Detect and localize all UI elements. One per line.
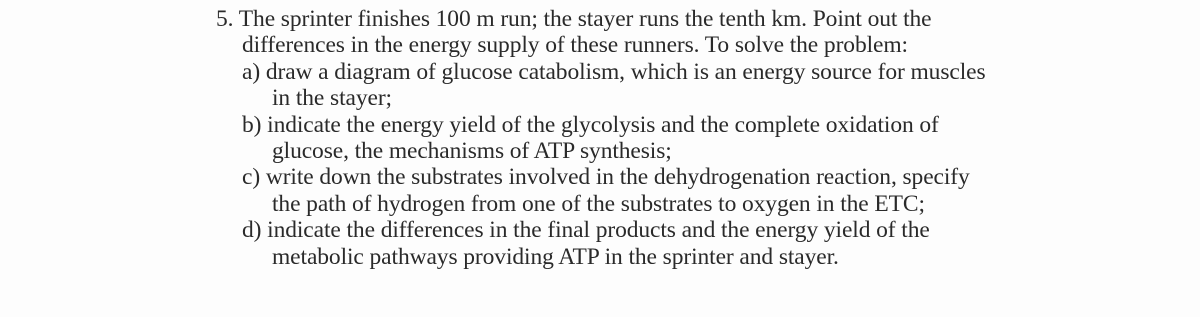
item-d-line-1: d) indicate the differences in the final products and the energy yield of the [242, 217, 930, 244]
item-a-line-1: a) draw a diagram of glucose catabolism, which is an energy source for muscles [242, 58, 986, 85]
item-b-line-1: b) indicate the energy yield of the glycolysis and the complete oxidation of [242, 111, 939, 138]
intro-line-2: differences in the energy supply of these runners. To solve the problem: [242, 32, 908, 59]
intro-line-1: 5. The sprinter finishes 100 m run; the stayer runs the tenth km. Point out the [216, 6, 932, 32]
item-c-line-2: the path of hydrogen from one of the substrates to oxygen in the ETC; [272, 190, 925, 217]
item-d-line-2: metabolic pathways providing ATP in the sprinter and stayer. [272, 243, 839, 270]
item-c-line-1: c) write down the substrates involved in the dehydrogenation reaction, specify [242, 164, 970, 191]
problem-5 [216, 6, 1086, 270]
problem-number: 5. [216, 6, 234, 32]
watermark: ​ [533, 66, 586, 226]
item-a-line-2: in the stayer; [272, 85, 392, 112]
cut-off-next-line [216, 308, 1016, 322]
item-b-line-2: glucose, the mechanisms of ATP synthesis; [272, 138, 672, 165]
